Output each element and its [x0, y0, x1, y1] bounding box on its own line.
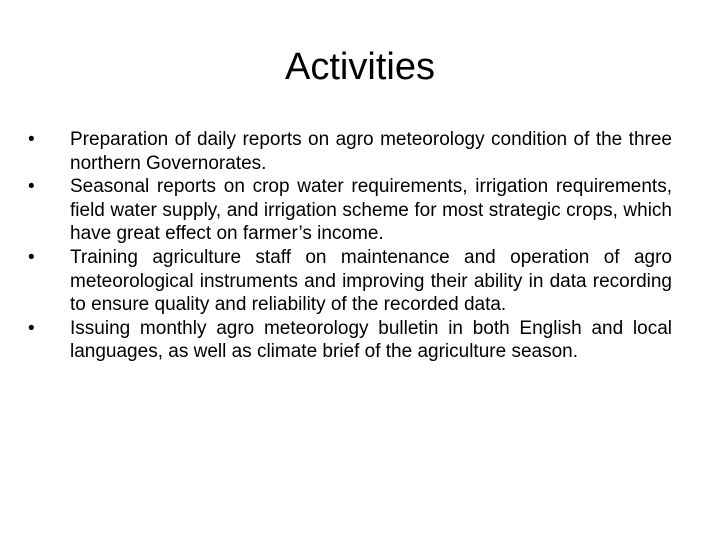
bullet-text: Preparation of daily reports on agro meteorology condition of the three northern Governorates. — [70, 129, 672, 174]
bullet-icon: • — [28, 129, 35, 150]
bullet-icon: • — [28, 246, 35, 268]
bullet-list — [28, 128, 672, 364]
bullet-text: Seasonal reports on crop water requirements, irrigation requirements, field water supply, and irrigation scheme for most strategic crops, which have great effect on farmer’s income. — [70, 176, 672, 245]
bullet-icon: • — [28, 317, 35, 339]
slide-title: Activities — [285, 46, 435, 88]
bullet-icon: • — [28, 176, 35, 198]
bullet-text: Issuing monthly agro meteorology bulletin in both English and local languages, as well as climate brief of the agriculture season. — [70, 317, 672, 363]
bullet-text: Training agriculture staff on maintenance and operation of agro meteorological instruments and improving their ability in data recording to ensure quality and reliability of the recorded data. — [70, 246, 672, 316]
bullet-item-preparation — [28, 128, 672, 175]
bullet-item-seasonal-reports — [28, 175, 672, 246]
bullet-item-training — [28, 246, 672, 317]
bullet-item-bulletin — [28, 317, 672, 364]
